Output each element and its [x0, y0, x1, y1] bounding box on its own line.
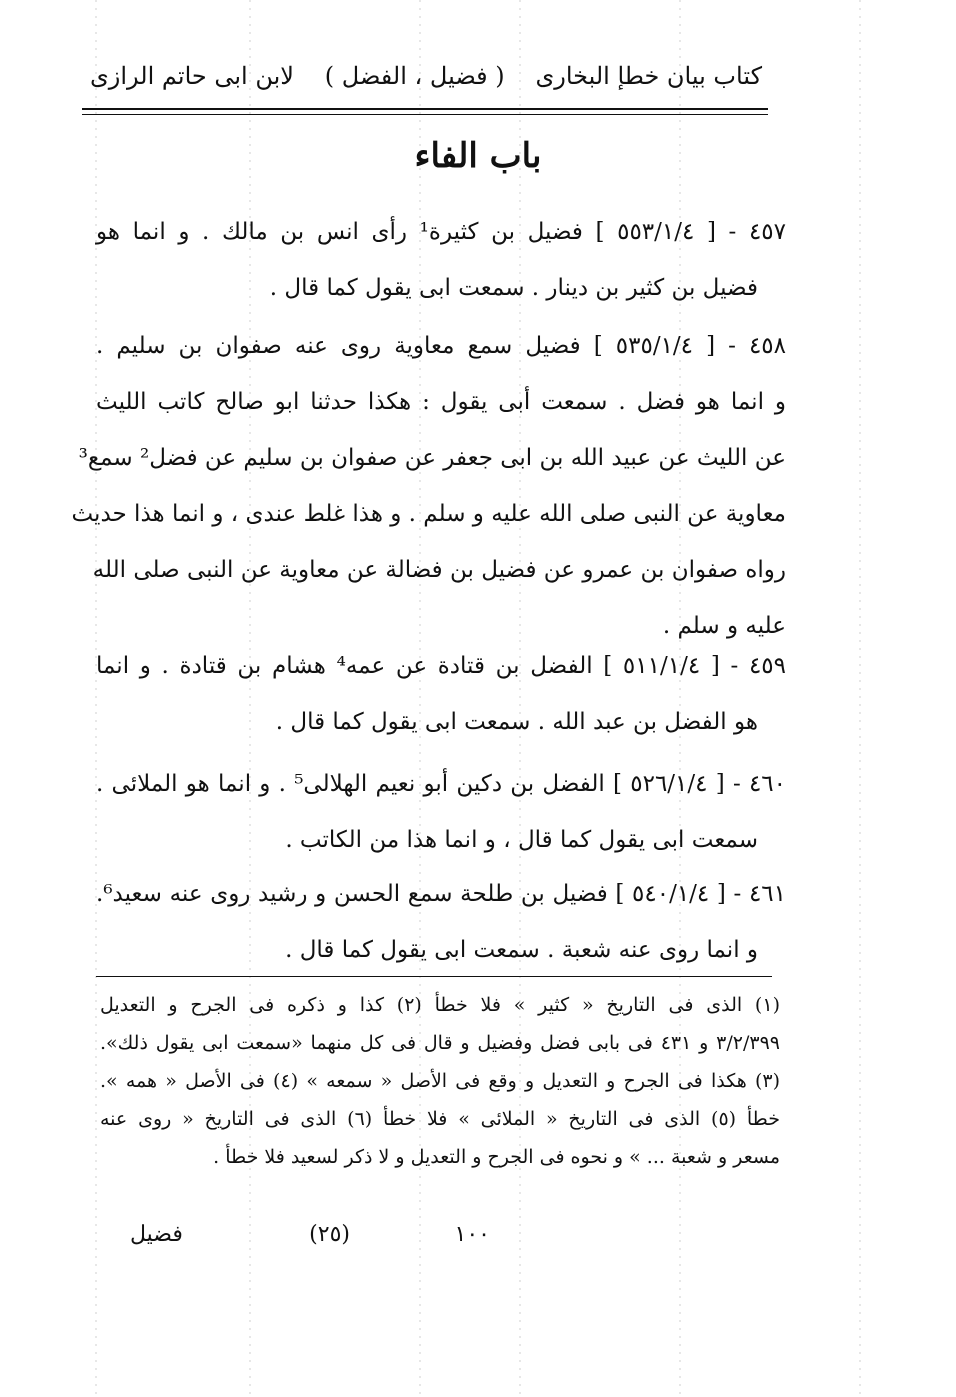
signature-mark: (٢٥) [309, 1222, 350, 1247]
entry-line: ٤٥٩ - [ ٥١١/١/٤ ] الفضل بن قتادة عن عمه⁴ هشام بن قتادة . و انما [96, 653, 786, 679]
entry-line: معاوية عن النبى صلى الله عليه و سلم . و هذا غلط عندى ، و انما هذا حديث [71, 501, 786, 527]
entry-457 [96, 204, 786, 316]
header-section: ( فضيل ، الفضل ) [324, 62, 505, 90]
footnote-rule [96, 976, 772, 977]
entry-line: سمعت ابى يقول كما قال ، و انما هذا من الكاتب . [285, 827, 758, 853]
entry-460 [96, 756, 786, 868]
entry-line: ٤٦٠ - [ ٥٢٦/١/٤ ] الفضل بن دكين أبو نعيم الهلالى⁵ . و انما هو الملائى . [96, 771, 786, 797]
chapter-title: باب الفاء [414, 136, 542, 176]
entry-line: عن الليث عن عبيد الله بن ابى جعفر عن صفوان بن سليم عن فضل² سمع³ [78, 445, 786, 471]
footnote-line: (٣) هكذا فى الجرح و التعديل و وقع فى الأصل « سمعه » (٤) فى الأصل « همه ». [100, 1070, 780, 1092]
page-number: ١٠٠ [454, 1222, 490, 1247]
footnote-line: مسعر و شعبة ... » و نحوه فى الجرح و التعديل و لا ذكر لسعيد فلا خطأ . [213, 1146, 780, 1168]
header-book-title: كتاب بيان خطإ البخارى [535, 62, 762, 90]
entry-458 [71, 318, 786, 654]
entry-459 [96, 638, 786, 750]
footnote-line: خطأ (٥) الذى فى التاريخ « الملائى » فلا خطأ (٦) الذى فى التاريخ « روى عنه [100, 1108, 781, 1130]
entry-line: ٤٦١ - [ ٥٤٠/١/٤ ] فضيل بن طلحة سمع الحسن و رشيد روى عنه سعيد⁶. [96, 881, 786, 907]
running-header [90, 54, 762, 98]
entry-line: عليه و سلم . [662, 613, 786, 639]
entry-line: هو الفضل بن عبد الله . سمعت ابى يقول كما قال . [275, 709, 758, 735]
footnote-line: ٣/٢/٣٩٩ و ٤٣١ فى بابى فضل وفضيل و قال فى كل منهما «سمعت ابى يقول ذلك». [100, 1032, 780, 1054]
footnote-line: (١) الذى فى التاريخ « كثير » فلا خطأ (٢) كذا و ذكره فى الجرح و التعديل [100, 994, 780, 1016]
entry-line: ٤٥٨ - [ ٥٣٥/١/٤ ] فضيل سمع معاوية روى عنه صفوان بن سليم . [96, 333, 786, 359]
entry-line: رواه صفوان بن عمرو عن فضيل بن فضالة عن معاوية عن النبى صلى الله [92, 557, 786, 583]
entry-line: ٤٥٧ - [ ٥٥٣/١/٤ ] فضيل بن كثيرة¹ رأى انس بن مالك . و انما هو [96, 219, 786, 245]
header-rule-thick [82, 108, 768, 110]
entry-line: و انما روى عنه شعبة . سمعت ابى يقول كما قال . [285, 937, 758, 963]
catchword: فضيل [130, 1222, 183, 1247]
header-author: لابن ابى حاتم الرازى [90, 62, 294, 90]
page-footer [130, 1222, 490, 1262]
entry-line: و انما هو فضل . سمعت أبى يقول : هكذا حدثنا ابو صالح كاتب الليث [96, 389, 786, 415]
entry-line: فضيل بن كثير بن دينار . سمعت ابى يقول كما قال . [269, 275, 758, 301]
footnotes [100, 986, 780, 1176]
entry-461 [96, 866, 786, 978]
header-rule-thin [82, 114, 768, 115]
